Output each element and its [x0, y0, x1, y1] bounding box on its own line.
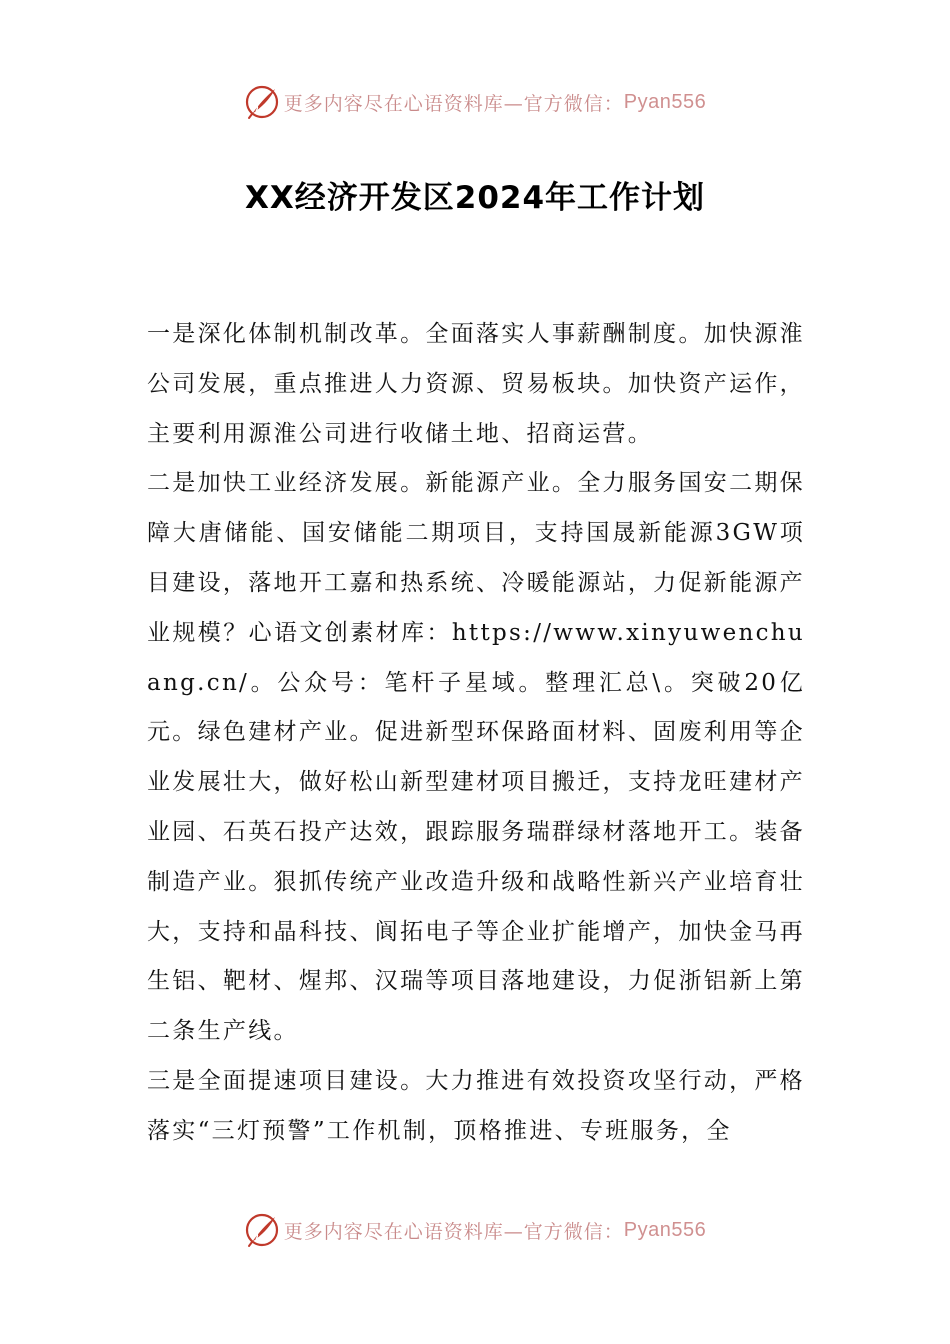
paragraph-3: 三是全面提速项目建设。大力推进有效投资攻坚行动，严格落实“三灯预警”工作机制，顶格推进、专班服务，全 — [147, 1067, 805, 1144]
paragraph-1: 一是深化体制机制改革。全面落实人事薪酬制度。加快源淮公司发展，重点推进人力资源、贸易板块。加快资产运作，主要利用源淮公司进行收储土地、招商运营。 — [147, 321, 805, 447]
quill-logo-icon — [244, 84, 280, 120]
document-title: XX经济开发区2024年工作计划 — [244, 180, 706, 216]
footer-banner-wechat-id: Pyan556 — [623, 1218, 707, 1241]
header-banner-text: 更多内容尽在心语资料库—官方微信： — [283, 92, 624, 115]
footer-watermark-banner — [0, 1208, 950, 1252]
footer-banner-text: 更多内容尽在心语资料库—官方微信： — [283, 1220, 624, 1243]
document-body — [147, 310, 805, 1157]
header-watermark-banner — [0, 80, 950, 124]
header-banner-wechat-id: Pyan556 — [623, 90, 707, 113]
paragraph-2: 二是加快工业经济发展。新能源产业。全力服务国安二期保障大唐储能、国安储能二期项目，支持国晟新能源3GW项目建设，落地开工嘉和热系统、冷暖能源站，力促新能源产业规模？心语文创素材库：https://www.xinyuwenchuang.cn/。公众号：笔杆子星域。整理汇总\。突破20亿元。绿色建材产业。促进新型环保路面材料、固废利用等企业发展壮大，做好松山新型建材项目搬迁，支持龙旺建材产业园、石英石投产达效，跟踪服务瑞群绿材落地开工。装备制造产业。狠抓传统产业改造升级和战略性新兴产业培育壮大，支持和晶科技、阆拓电子等企业扩能增产，加快金马再生铝、靶材、煋邦、汉瑞等项目落地建设，力促浙铝新上第二条生产线。 — [147, 470, 805, 1045]
quill-logo-icon — [244, 1212, 280, 1248]
